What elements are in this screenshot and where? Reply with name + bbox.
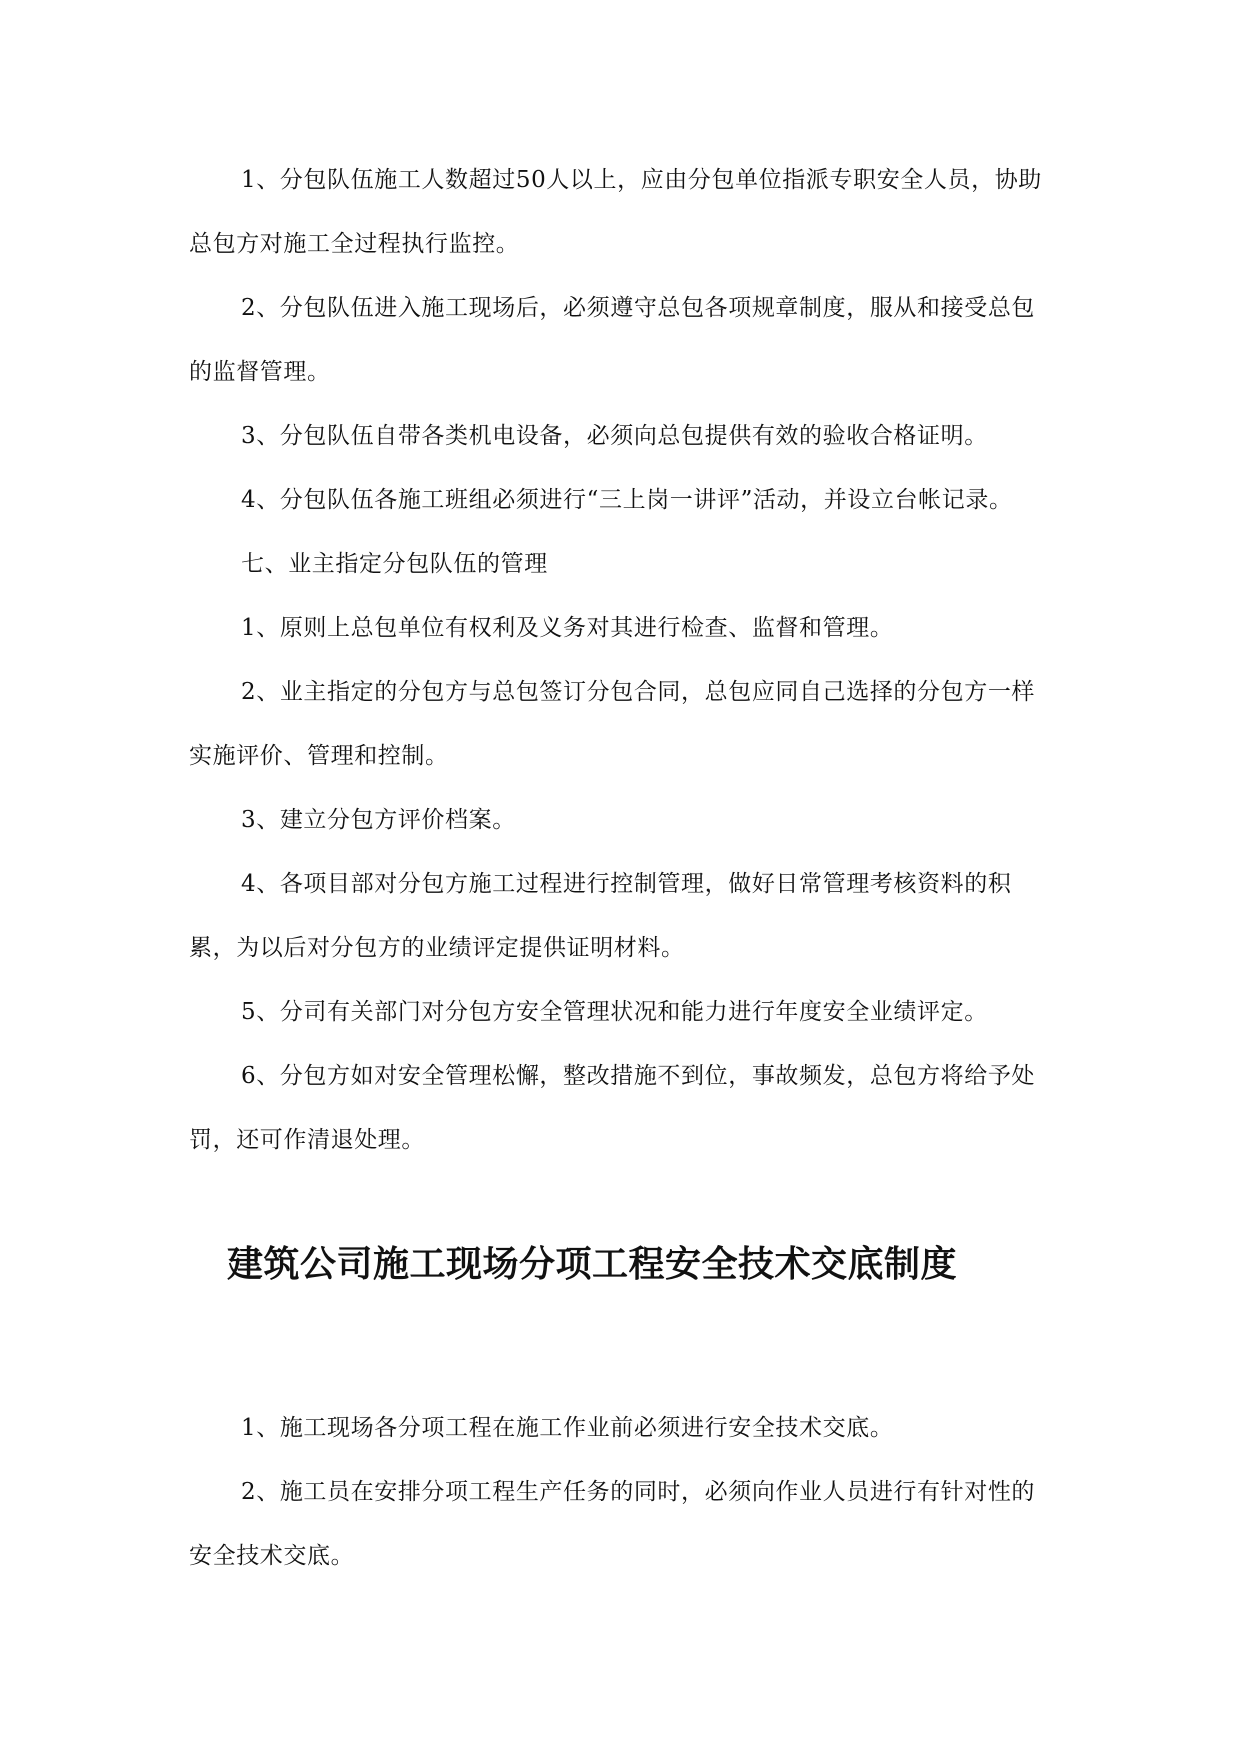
paragraph-item-10: 6、分包方如对安全管理松懈，整改措施不到位，事故频发，总包方将给予处罚，还可作清退处理。 — [189, 1063, 1036, 1153]
paragraph-item-6: 2、业主指定的分包方与总包签订分包合同，总包应同自己选择的分包方一样实施评价、管理和控制。 — [189, 679, 1036, 769]
document-title: 建筑公司施工现场分项工程安全技术交底制度 — [227, 1244, 958, 1285]
paragraph-item-2: 2、分包队伍进入施工现场后，必须遵守总包各项规章制度，服从和接受总包的监督管理。 — [189, 295, 1036, 385]
paragraph-item-4: 4、分包队伍各施工班组必须进行“三上岗一讲评”活动，并设立台帐记录。 — [241, 487, 1013, 513]
paragraph-item-11: 1、施工现场各分项工程在施工作业前必须进行安全技术交底。 — [241, 1415, 894, 1441]
section-heading-7: 七、业主指定分包队伍的管理 — [241, 551, 548, 577]
paragraph-item-1: 1、分包队伍施工人数超过50人以上，应由分包单位指派专职安全人员，协助总包方对施工全过程执行监控。 — [189, 167, 1042, 257]
section1-body — [189, 148, 1049, 1172]
paragraph-item-8: 4、各项目部对分包方施工过程进行控制管理，做好日常管理考核资料的积累，为以后对分包方的业绩评定提供证明材料。 — [189, 871, 1012, 961]
section2-body — [189, 1396, 1049, 1588]
paragraph-item-5: 1、原则上总包单位有权利及义务对其进行检查、监督和管理。 — [241, 615, 894, 641]
paragraph-item-12: 2、施工员在安排分项工程生产任务的同时，必须向作业人员进行有针对性的安全技术交底。 — [189, 1479, 1036, 1569]
paragraph-item-3: 3、分包队伍自带各类机电设备，必须向总包提供有效的验收合格证明。 — [241, 423, 988, 449]
paragraph-item-9: 5、分司有关部门对分包方安全管理状况和能力进行年度安全业绩评定。 — [241, 999, 988, 1025]
paragraph-item-7: 3、建立分包方评价档案。 — [241, 807, 516, 833]
